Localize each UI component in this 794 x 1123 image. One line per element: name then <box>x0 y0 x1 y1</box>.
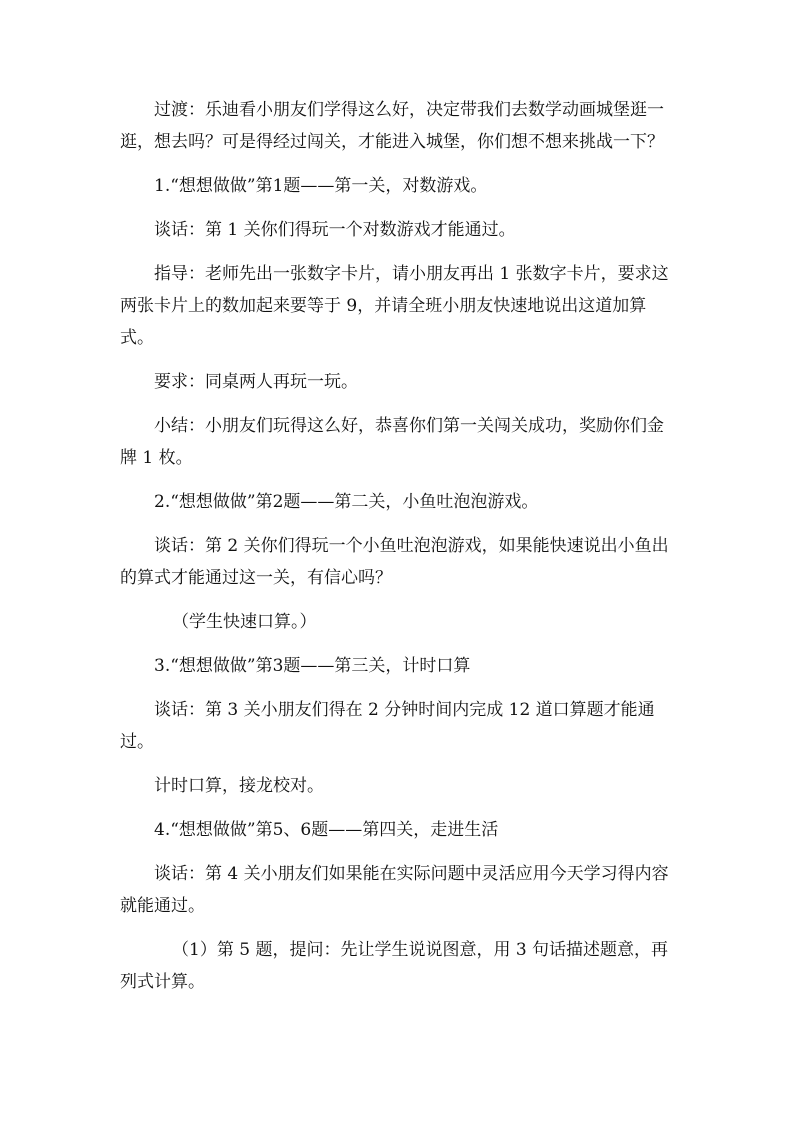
heading-exercise-1: 1.“想想做做”第1题——第一关，对数游戏。 <box>154 176 488 196</box>
heading-exercise-3: 3.“想想做做”第3题——第三关，计时口算 <box>154 656 471 676</box>
paragraph-talk-1: 谈话：第 1 关你们得玩一个对数游戏才能通过。 <box>154 220 516 240</box>
paragraph-transition: 过渡：乐迪看小朋友们学得这么好，决定带我们去数学动画城堡逛一逛，想去吗？可是得经过闯关，才能进入城堡，你们想不想来挑战一下？ <box>120 100 664 152</box>
heading-exercise-2: 2.“想想做做”第2题——第二关，小鱼吐泡泡游戏。 <box>154 492 539 512</box>
paragraph-talk-3: 谈话：第 3 关小朋友们得在 2 分钟时间内完成 12 道口算题才能通过。 <box>120 700 655 752</box>
paragraph-talk-4: 谈话：第 4 关小朋友们如果能在实际问题中灵活应用今天学习得内容就能通过。 <box>120 864 669 916</box>
paragraph-student-note: （学生快速口算。） <box>172 612 317 632</box>
document-body <box>120 94 680 1010</box>
heading-exercise-4: 4.“想想做做”第5、6题——第四关，走进生活 <box>154 820 499 840</box>
paragraph-requirement: 要求：同桌两人再玩一玩。 <box>154 372 358 392</box>
paragraph-question-5: （1）第 5 题，提问：先让学生说说图意，用 3 句话描述题意，再列式计算。 <box>120 940 669 992</box>
paragraph-summary: 小结：小朋友们玩得这么好，恭喜你们第一关闯关成功，奖励你们金牌 1 枚。 <box>120 416 664 468</box>
paragraph-timed-calc: 计时口算，接龙校对。 <box>154 776 324 796</box>
paragraph-guidance: 指导：老师先出一张数字卡片，请小朋友再出 1 张数字卡片，要求这两张卡片上的数加起来要等于 9，并请全班小朋友快速地说出这道加算式。 <box>120 264 669 348</box>
paragraph-talk-2: 谈话：第 2 关你们得玩一个小鱼吐泡泡游戏，如果能快速说出小鱼出的算式才能通过这一关，有信心吗？ <box>120 536 669 588</box>
